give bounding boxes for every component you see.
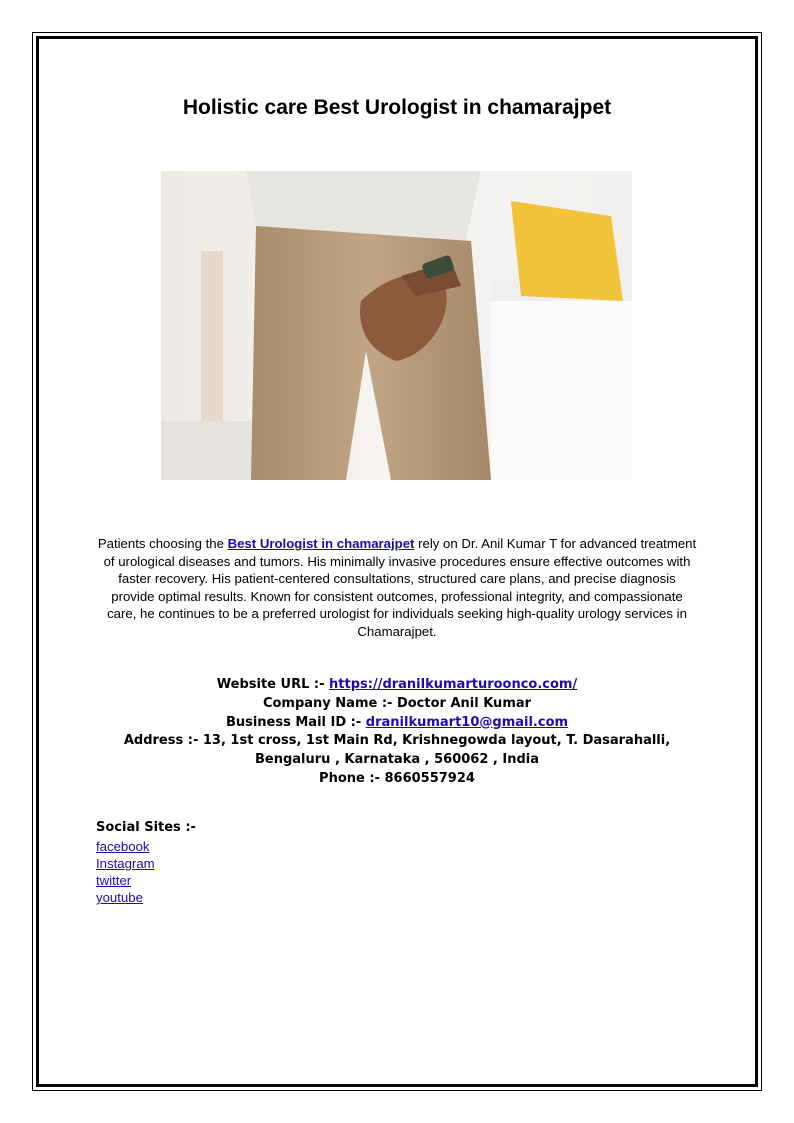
mail-label: Business Mail ID :-: [225, 714, 366, 730]
best-urologist-link[interactable]: Best Urologist in chamarajpet: [227, 536, 415, 551]
intro-paragraph: [96, 535, 698, 641]
twitter-link[interactable]: twitter: [96, 873, 132, 888]
instagram-link[interactable]: Instagram: [96, 856, 155, 871]
facebook-link[interactable]: facebook: [96, 839, 150, 854]
address-line-1: Address :- 13, 1st cross, 1st Main Rd, Krishnegowda layout, T. Dasarahalli,: [123, 733, 671, 749]
website-link[interactable]: https://dranilkumarturoonco.com/: [329, 677, 578, 692]
address-line-2: Bengaluru , Karnataka , 560062 , India: [255, 752, 539, 768]
company-name: Company Name :- Doctor Anil Kumar: [262, 695, 532, 711]
intro-before-link: Patients choosing the: [97, 536, 228, 551]
youtube-link[interactable]: youtube: [96, 890, 143, 905]
website-row: [96, 676, 698, 695]
mail-link[interactable]: dranilkumart10@gmail.com: [365, 714, 569, 730]
social-links: [96, 838, 155, 906]
website-label: Website URL :-: [216, 677, 330, 692]
page-title: Holistic care Best Urologist in chamarajpet: [182, 96, 612, 119]
contact-info: [96, 676, 698, 789]
intro-after-link: rely on Dr. Anil Kumar T for advanced treatment of urological diseases and tumors. His minimally invasive procedures ensure effective outcomes with faster recovery. His patient-centered consultations, structured care plans, and precise diagnosis provide optimal results. Known for consistent outcomes, professional integrity, and compassionate care, he continues to be a preferred urologist for individuals seeking high-quality urology services in Chamarajpet.: [103, 536, 697, 639]
mail-row: [96, 714, 698, 733]
hero-photo: [161, 171, 632, 480]
social-title: Social Sites :-: [96, 820, 196, 835]
phone: Phone :- 8660557924: [319, 770, 475, 786]
